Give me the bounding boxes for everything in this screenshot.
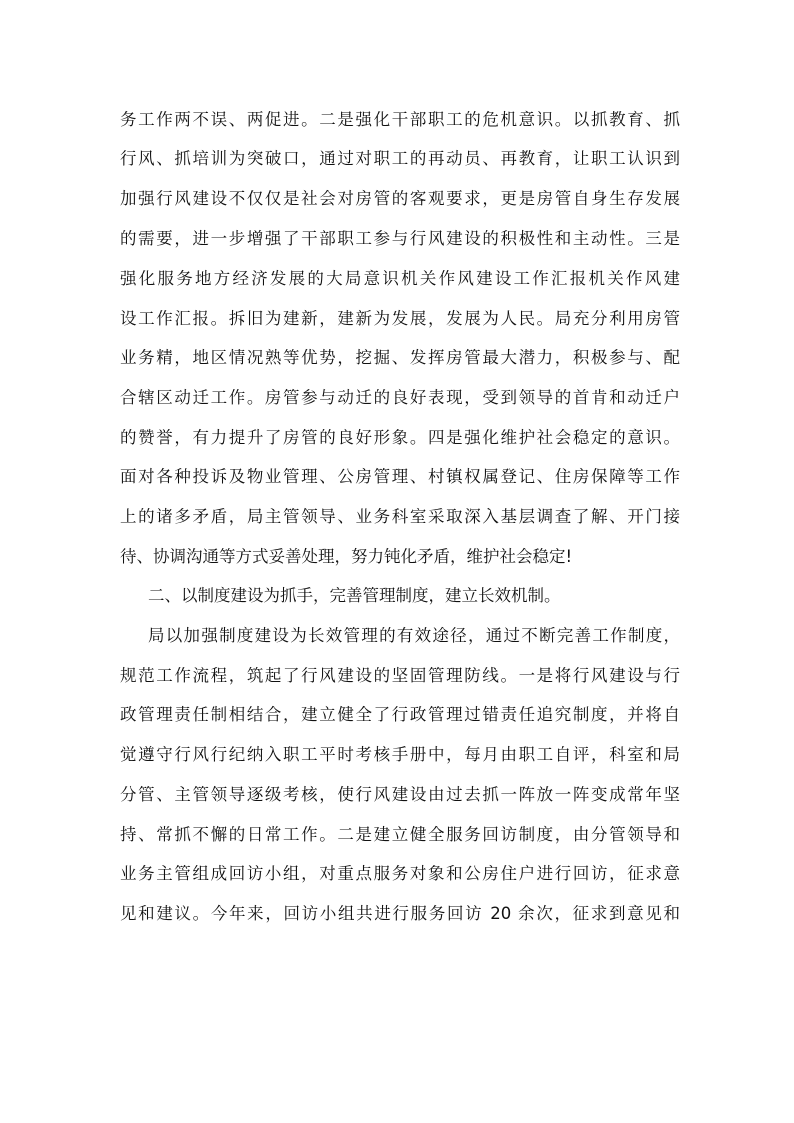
body-text-line: 加强行风建设不仅仅是社会对房管的客观要求，更是房管自身生存发展 [120,189,680,208]
body-text-line: 规范工作流程，筑起了行风建设的坚固管理防线。一是将行风建设与行 [120,666,680,685]
body-text-line: 觉遵守行风行纪纳入职工平时考核手册中，每月由职工自评，科室和局 [120,745,680,764]
section-heading: 二、以制度建设为抓手，完善管理制度，建立长效机制。 [148,586,561,605]
body-text-line: 面对各种投诉及物业管理、公房管理、村镇权属登记、住房保障等工作 [120,467,680,486]
body-text-line: 业务精，地区情况熟等优势，挖掘、发挥房管最大潜力，积极参与、配 [120,348,680,367]
body-text-line: 设工作汇报。拆旧为建新，建新为发展，发展为人民。局充分利用房管 [120,309,680,328]
body-text-line: 分管、主管领导逐级考核，使行风建设由过去抓一阵放一阵变成常年坚 [120,785,680,804]
body-text-line: 政管理责任制相结合，建立健全了行政管理过错责任追究制度，并将自 [120,705,680,724]
body-text-line: 的需要，进一步增强了干部职工参与行风建设的积极性和主动性。三是 [120,229,680,248]
body-text-line: 强化服务地方经济发展的大局意识机关作风建设工作汇报机关作风建 [120,269,680,288]
body-text-line: 上的诸多矛盾，局主管领导、业务科室采取深入基层调查了解、开门接 [120,507,680,526]
body-text-line: 合辖区动迁工作。房管参与动迁的良好表现，受到领导的首肯和动迁户 [120,388,680,407]
body-text-line: 局以加强制度建设为长效管理的有效途径，通过不断完善工作制度， [148,626,680,645]
body-text-line: 的赞誉，有力提升了房管的良好形象。四是强化维护社会稳定的意识。 [120,428,680,447]
body-text-line: 行风、抓培训为突破口，通过对职工的再动员、再教育，让职工认识到 [120,149,680,168]
body-text-line: 持、常抓不懈的日常工作。二是建立健全服务回访制度，由分管领导和 [120,825,680,844]
body-text-line: 待、协调沟通等方式妥善处理，努力钝化矛盾，维护社会稳定! [120,547,573,566]
body-text-line: 见和建议。今年来，回访小组共进行服务回访 20 余次，征求到意见和 [120,904,680,923]
body-text-line: 务工作两不误、两促进。二是强化干部职工的危机意识。以抓教育、抓 [120,110,680,129]
body-text-line: 业务主管组成回访小组，对重点服务对象和公房住户进行回访，征求意 [120,864,680,883]
